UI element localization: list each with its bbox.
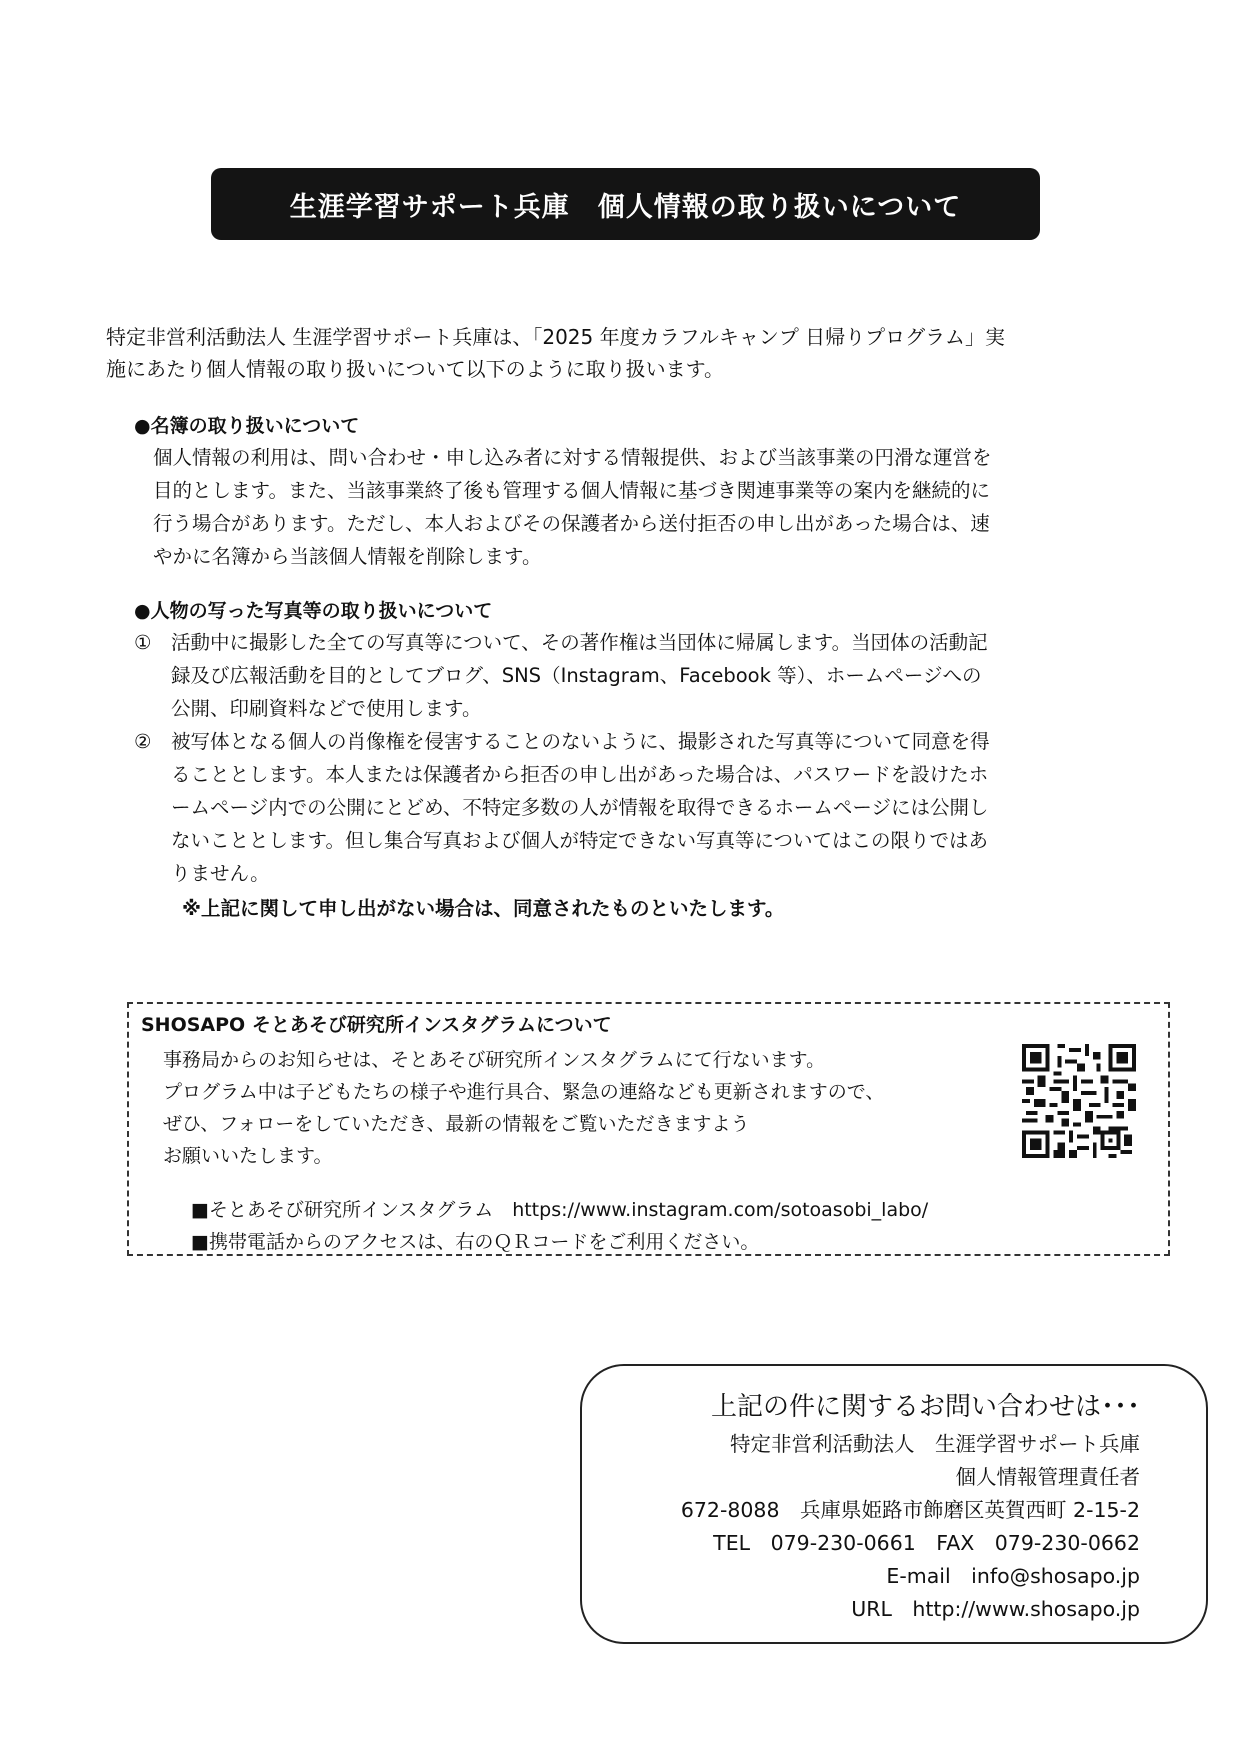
roster-line-1: 個人情報の利用は、問い合わせ・申し込み者に対する情報提供、および当該事業の円滑な運営を	[153, 446, 992, 469]
contact-org: 特定非営利活動法人 生涯学習サポート兵庫	[730, 1432, 1140, 1456]
contact-email[interactable]: E-mail info@shosapo.jp	[886, 1564, 1140, 1588]
section-roster	[134, 411, 1134, 573]
item-number-1: ①	[134, 631, 152, 654]
contact-box	[580, 1364, 1208, 1644]
qr-code-icon[interactable]	[1022, 1044, 1136, 1158]
instagram-title: SHOSAPO そとあそび研究所インスタグラムについて	[141, 1014, 612, 1036]
photos-item-2-line-1: 被写体となる個人の肖像権を侵害することのないように、撮影された写真等について同意を得	[171, 730, 990, 753]
intro-line-1: 特定非営利活動法人 生涯学習サポート兵庫は、「2025 年度カラフルキャンプ 日帰りプログラム」実	[106, 325, 1005, 349]
photos-item-2	[134, 725, 1134, 890]
instagram-line-2: プログラム中は子どもたちの様子や進行具合、緊急の連絡なども更新されますので、	[163, 1081, 885, 1103]
photos-item-2-line-5: りません。	[171, 862, 270, 885]
photos-item-1	[134, 626, 1134, 725]
intro-paragraph	[106, 321, 1136, 385]
contact-url[interactable]: URL http://www.shosapo.jp	[851, 1597, 1140, 1621]
qr-instruction: ■携帯電話からのアクセスは、右のＱＲコードをご利用ください。	[191, 1231, 760, 1253]
photos-item-2-line-3: ームページ内での公開にとどめ、不特定多数の人が情報を取得できるホームページには公開し	[171, 796, 989, 819]
page-title: 生涯学習サポート兵庫 個人情報の取り扱いについて	[289, 191, 962, 223]
section-roster-body	[134, 441, 1134, 573]
instagram-text	[163, 1044, 1123, 1172]
contact-lines	[681, 1388, 1140, 1626]
section-photos	[134, 596, 1134, 925]
section-photos-heading: ●人物の写った写真等の取り扱いについて	[134, 600, 493, 622]
contact-heading: 上記の件に関するお問い合わせは･･･	[710, 1392, 1140, 1422]
title-banner	[211, 168, 1040, 240]
contact-role: 個人情報管理責任者	[955, 1465, 1140, 1489]
instagram-link[interactable]: ■そとあそび研究所インスタグラム https://www.instagram.com/sotoasobi_labo/	[191, 1199, 929, 1221]
instagram-line-1: 事務局からのお知らせは、そとあそび研究所インスタグラムにて行ないます。	[163, 1049, 826, 1071]
instagram-box	[127, 1002, 1170, 1256]
intro-line-2: 施にあたり個人情報の取り扱いについて以下のように取り扱います。	[106, 357, 724, 381]
roster-line-4: やかに名簿から当該個人情報を削除します。	[153, 545, 542, 568]
consent-notice: ※上記に関して申し出がない場合は、同意されたものといたします。	[182, 897, 785, 920]
instagram-line-4: お願いいたします。	[163, 1145, 333, 1167]
photos-item-1-line-2: 録及び広報活動を目的としてブログ、SNS（Instagram、Facebook 等）、ホームページへの	[171, 664, 982, 687]
item-number-2: ②	[134, 730, 152, 753]
roster-line-2: 目的とします。また、当該事業終了後も管理する個人情報に基づき関連事業等の案内を継続的に	[153, 479, 990, 502]
photos-item-1-line-3: 公開、印刷資料などで使用します。	[171, 697, 482, 720]
photos-item-2-line-2: ることとします。本人または保護者から拒否の申し出があった場合は、パスワードを設けたホ	[171, 763, 989, 786]
instagram-line-3: ぜひ、フォローをしていただき、最新の情報をご覧いただきますよう	[163, 1113, 750, 1135]
photos-item-1-line-1: 活動中に撮影した全ての写真等について、その著作権は当団体に帰属します。当団体の活動記	[171, 631, 988, 654]
contact-phone: TEL 079-230-0661 FAX 079-230-0662	[713, 1531, 1140, 1555]
instagram-links	[191, 1194, 928, 1258]
contact-address: 672-8088 兵庫県姫路市飾磨区英賀西町 2-15-2	[680, 1498, 1140, 1522]
photos-item-2-line-4: ないこととします。但し集合写真および個人が特定できない写真等についてはこの限りではあ	[171, 829, 989, 852]
section-roster-heading: ●名簿の取り扱いについて	[134, 415, 360, 437]
roster-line-3: 行う場合があります。ただし、本人およびその保護者から送付拒否の申し出があった場合は、速	[153, 512, 990, 535]
